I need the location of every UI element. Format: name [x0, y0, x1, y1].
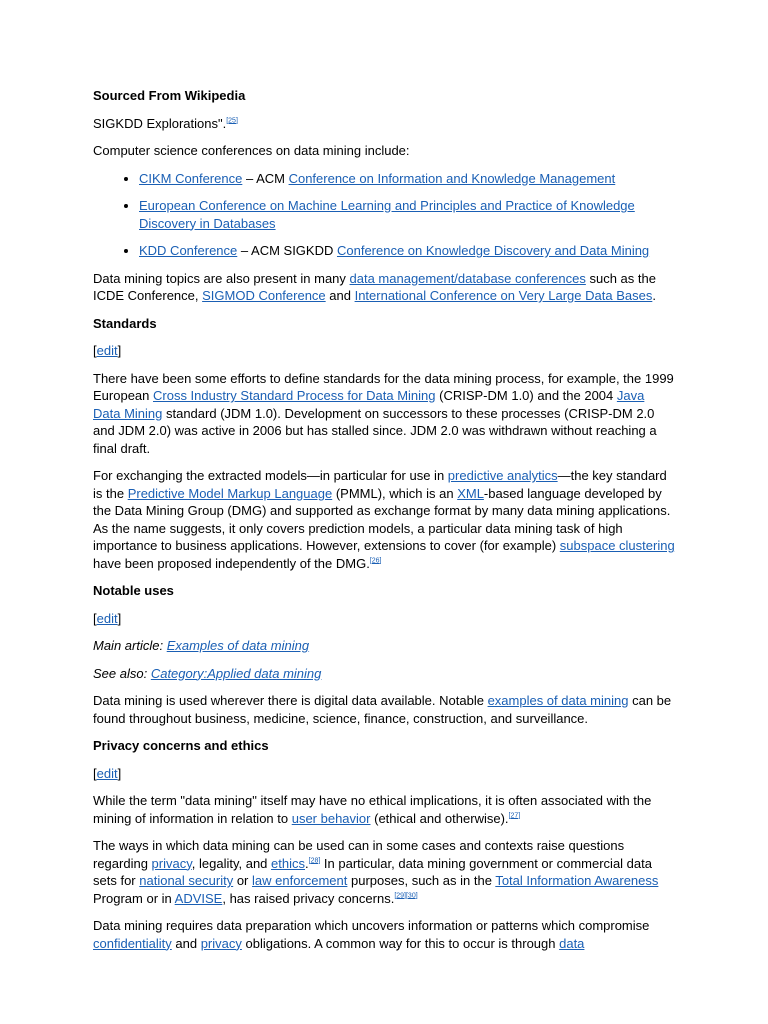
paragraph-topics	[93, 270, 675, 305]
link-national-security[interactable]: national security	[139, 873, 234, 888]
paragraph-privacy-1	[93, 792, 675, 827]
link-ethics[interactable]: ethics	[271, 855, 305, 871]
document-title: Sourced From Wikipedia	[93, 88, 246, 103]
list-item	[139, 170, 675, 188]
text-run: In particular, data mining government or commercial data sets for	[93, 855, 652, 888]
link-total-information-awareness[interactable]: Total Information Awareness	[495, 873, 659, 888]
edit-section-privacy: [edit]	[93, 765, 122, 781]
text-run: For exchanging the extracted models—in particular for use in	[93, 468, 448, 483]
text-run: , legality, and	[191, 855, 272, 871]
text-run: -based language developed by the Data Mining Group (DMG) and supported as exchange format by many data mining applications. As the name suggests, it only covers prediction models, a particular data mining task of high importance to business applications. However, extensions to cover (for example)	[93, 485, 671, 553]
paragraph-privacy-3	[93, 917, 675, 952]
paragraph-sigkdd	[93, 115, 675, 133]
text-run: purposes, such as in the	[347, 873, 496, 888]
text-run: .	[305, 855, 309, 871]
link-java-data-mining[interactable]: Java Data Mining	[93, 388, 645, 421]
see-also-note	[93, 665, 675, 683]
paragraph-standards-2	[93, 467, 675, 572]
text-run: obligations. A common way for this to occur is through	[241, 935, 560, 951]
link-subspace-clustering[interactable]: subspace clustering	[559, 538, 675, 553]
section-heading-privacy: Privacy concerns and ethics	[93, 738, 269, 753]
citation-link-27[interactable]: [27]	[508, 812, 521, 820]
text-run: .	[652, 288, 656, 303]
link-cikm-conference[interactable]: CIKM Conference	[139, 170, 243, 186]
link-cikm-full-name[interactable]: Conference on Information and Knowledge Management	[288, 170, 616, 186]
conference-list	[93, 170, 675, 260]
text-run: Data mining requires data preparation which uncovers information or patterns which compromise	[93, 918, 650, 933]
text-run: can be found throughout business, medicine, science, finance, construction, and surveillance.	[93, 693, 672, 726]
link-examples-of-data-mining-inline[interactable]: examples of data mining	[487, 693, 629, 708]
section-heading-standards: Standards	[93, 315, 157, 331]
link-user-behavior[interactable]: user behavior	[291, 810, 371, 826]
text-run: Program or in	[93, 890, 175, 906]
link-vldb-conference[interactable]: International Conference on Very Large Data Bases	[354, 288, 653, 303]
text-run: (ethical and otherwise).	[370, 810, 509, 826]
link-data-management-conferences[interactable]: data management/database conferences	[349, 270, 586, 286]
list-item-text: – ACM SIGKDD	[237, 243, 337, 258]
citation-link-29-30[interactable]: [29][30]	[394, 892, 418, 900]
text-run: (CRISP-DM 1.0) and the 2004	[435, 388, 617, 403]
sigkdd-text: SIGKDD Explorations".	[93, 115, 227, 131]
link-data-truncated[interactable]: data	[559, 935, 585, 951]
document-body	[93, 87, 675, 962]
see-also-label: See also:	[93, 665, 151, 681]
paragraph-notable-uses	[93, 692, 675, 727]
text-run: —the key standard is the	[93, 468, 667, 501]
link-sigmod-conference[interactable]: SIGMOD Conference	[202, 288, 326, 303]
text-run: and	[325, 288, 355, 303]
text-run: There have been some efforts to define standards for the data mining process, for example, the 1999 European	[93, 370, 674, 403]
citation-link-25[interactable]: [25]	[226, 117, 238, 125]
link-category-applied-data-mining[interactable]: Category:Applied data mining	[150, 665, 322, 681]
main-article-label: Main article:	[93, 638, 167, 653]
link-privacy[interactable]: privacy	[151, 855, 192, 871]
link-advise[interactable]: ADVISE	[174, 890, 223, 906]
text-run: While the term "data mining" itself may have no ethical implications, it is often associated with the mining of information in relation to	[93, 793, 652, 826]
edit-link[interactable]: edit	[96, 765, 118, 781]
text-run: , has raised privacy concerns.	[222, 890, 395, 906]
edit-link[interactable]: edit	[96, 610, 118, 626]
list-item	[139, 197, 675, 232]
text-run: have been proposed independently of the DMG.	[93, 555, 370, 571]
text-run: such as the ICDE Conference,	[93, 270, 656, 303]
link-privacy-2[interactable]: privacy	[200, 935, 242, 951]
link-predictive-analytics[interactable]: predictive analytics	[447, 468, 558, 483]
citation-link-26[interactable]: [26]	[369, 557, 382, 565]
text-run: or	[233, 873, 252, 888]
link-kdd-full-name[interactable]: Conference on Knowledge Discovery and Data Mining	[336, 243, 650, 258]
text-run: Data mining is used wherever there is digital data available. Notable	[93, 693, 488, 708]
text-run: The ways in which data mining can be used can in some cases and contexts raise questions regarding	[93, 838, 625, 871]
link-ecml-pkdd[interactable]: European Conference on Machine Learning and Principles and Practice of Knowledge Discovery in Databases	[139, 198, 635, 231]
link-pmml[interactable]: Predictive Model Markup Language	[127, 485, 333, 501]
text-run: and	[171, 935, 201, 951]
paragraph-conferences-intro: Computer science conferences on data mining include:	[93, 143, 410, 158]
text-run: Data mining topics are also present in many	[93, 270, 350, 286]
link-xml[interactable]: XML	[457, 485, 484, 501]
link-confidentiality[interactable]: confidentiality	[93, 935, 172, 951]
paragraph-standards-1	[93, 370, 675, 458]
edit-section-standards: [edit]	[93, 343, 122, 358]
text-run: (PMML), which is an	[332, 485, 458, 501]
list-item	[139, 242, 675, 260]
link-examples-of-data-mining[interactable]: Examples of data mining	[166, 638, 310, 653]
link-law-enforcement[interactable]: law enforcement	[252, 873, 348, 888]
edit-section-notable-uses: [edit]	[93, 610, 122, 626]
citation-link-28[interactable]: [28]	[308, 857, 321, 865]
list-item-text: – ACM	[242, 170, 289, 186]
main-article-note	[93, 637, 675, 655]
section-heading-notable-uses: Notable uses	[93, 583, 174, 598]
edit-link[interactable]: edit	[96, 343, 118, 358]
paragraph-privacy-2	[93, 837, 675, 907]
text-run: standard (JDM 1.0). Development on successors to these processes (CRISP-DM 2.0 and JDM 2.0) was active in 2006 but has stalled since. JDM 2.0 was withdrawn without reaching a final draft.	[93, 405, 657, 456]
link-crisp-dm[interactable]: Cross Industry Standard Process for Data Mining	[153, 388, 436, 403]
link-kdd-conference[interactable]: KDD Conference	[139, 243, 238, 258]
